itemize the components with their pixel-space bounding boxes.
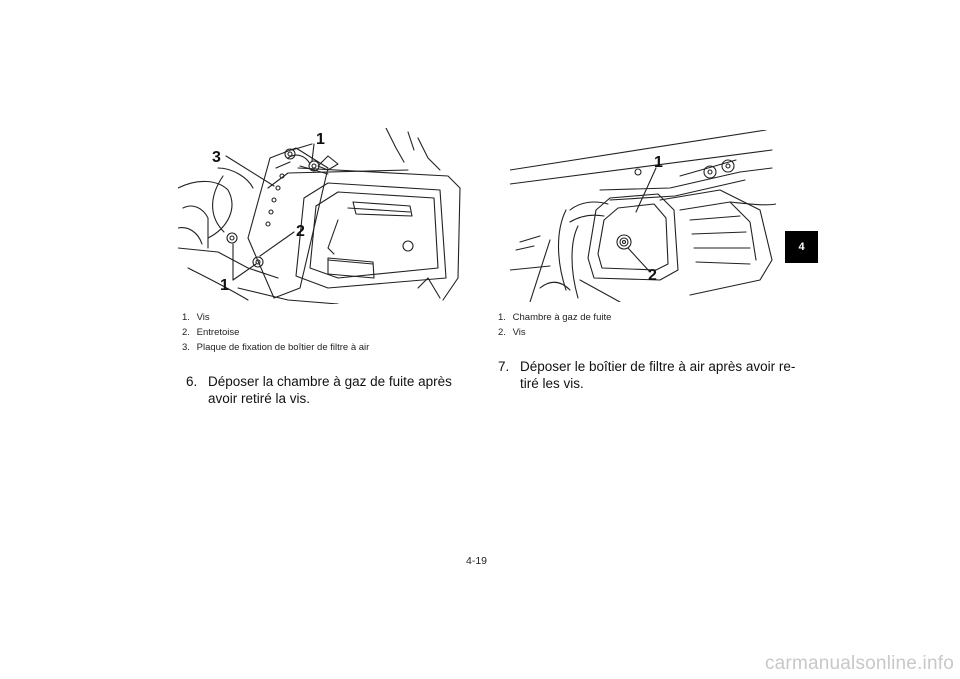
illustration-airbox-left (178, 128, 464, 304)
callout-2: 2 (648, 267, 657, 284)
callout-1-bottom: 1 (220, 277, 229, 294)
caption-list-right (498, 310, 611, 340)
caption-item: 3. Plaque de fixation de boîtier de filtre à air (182, 342, 370, 353)
watermark: carmanualsonline.info (764, 653, 954, 674)
caption-item: 1. Vis (182, 312, 210, 323)
instruction-step-6: 6. Déposer la chambre à gaz de fuite après avoir retiré la vis. (186, 374, 452, 406)
caption-item: 2. Entretoise (182, 327, 240, 338)
caption-list-left (182, 310, 369, 355)
instruction-step-7: 7. Déposer le boîtier de filtre à air après avoir re-tiré les vis. (498, 359, 796, 391)
caption-item: 2. Vis (498, 327, 526, 338)
page-number: 4-19 (466, 555, 488, 567)
callout-3: 3 (212, 149, 221, 166)
illustration-leak-chamber-right (510, 130, 776, 302)
chapter-tab: 4 (785, 231, 818, 263)
callout-1-top: 1 (316, 131, 325, 148)
callout-1: 1 (654, 154, 663, 171)
callout-2: 2 (296, 223, 305, 240)
caption-item: 1. Chambre à gaz de fuite (498, 312, 612, 323)
